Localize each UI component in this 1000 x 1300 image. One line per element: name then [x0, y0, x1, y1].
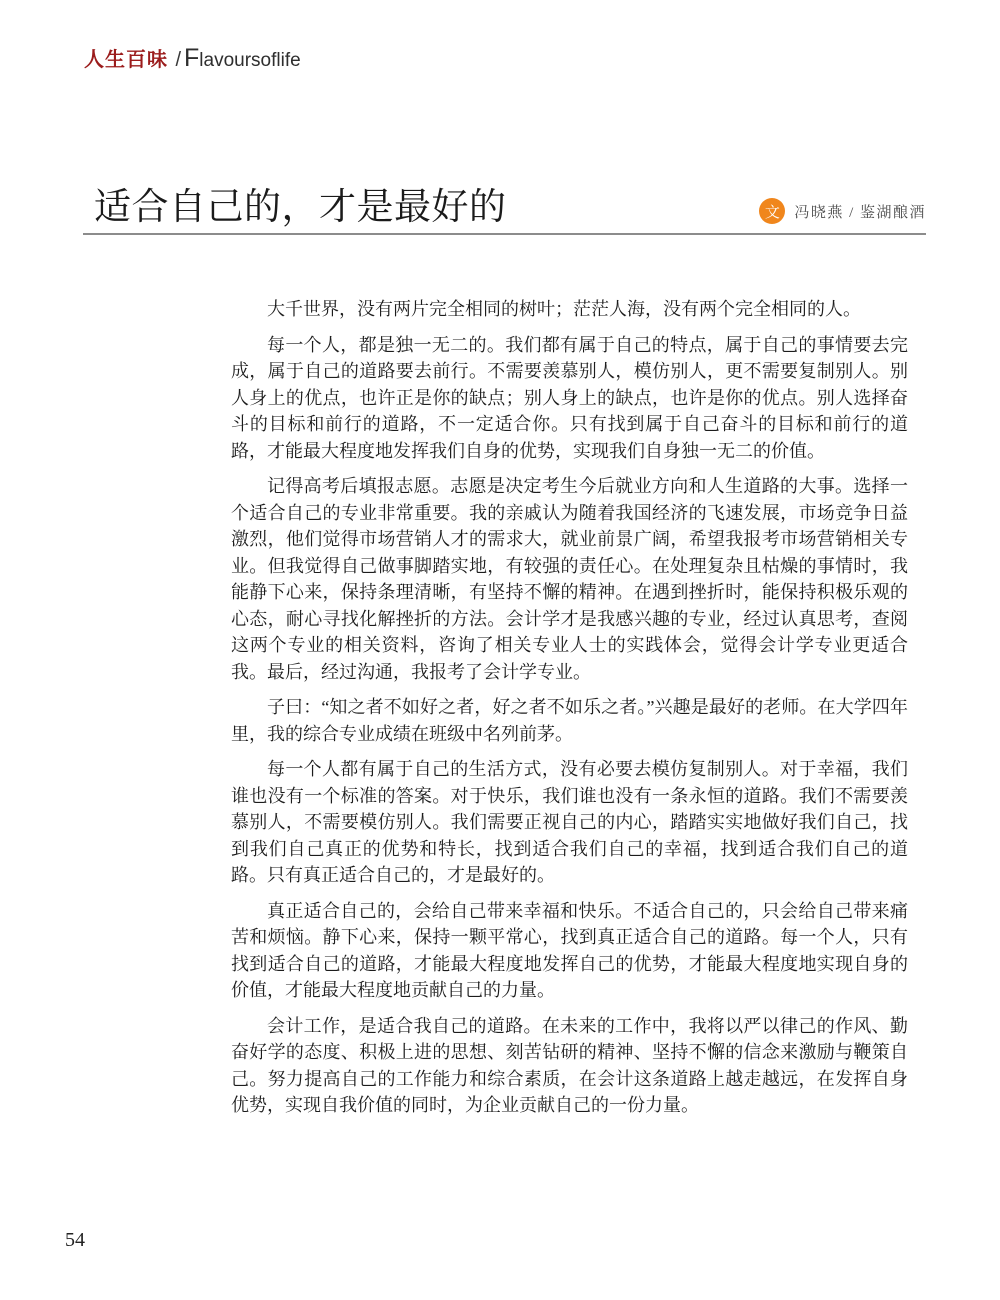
article-title: 适合自己的，才是最好的: [94, 186, 507, 227]
section-header: [84, 44, 301, 76]
article-paragraph: 记得高考后填报志愿。志愿是决定考生今后就业方向和人生道路的大事。选择一个适合自己的专业非常重要。我的亲戚认为随着我国经济的飞速发展，市场竞争日益激烈，他们觉得市场营销人才的需求大，就业前景广阔，希望我报考市场营销相关专业。但我觉得自己做事脚踏实地，有较强的责任心。在处理复杂且枯燥的事情时，我能静下心来，保持条理清晰，有坚持不懈的精神。在遇到挫折时，能保持积极乐观的心态，耐心寻找化解挫折的方法。会计学才是我感兴趣的专业，经过认真思考，查阅这两个专业的相关资料，咨询了相关专业人士的实践体会，觉得会计学专业更适合我。最后，经过沟通，我报考了会计学专业。: [231, 476, 908, 682]
article-paragraph: 真正适合自己的，会给自己带来幸福和快乐。不适合自己的，只会给自己带来痛苦和烦恼。静下心来，保持一颗平常心，找到真正适合自己的道路。每一个人，只有找到适合自己的道路，才能最大程度地发挥自己的优势，才能最大程度地实现自身的价值，才能最大程度地贡献自己的力量。: [231, 900, 908, 1000]
section-title-english-initial: F: [184, 44, 200, 72]
byline: [759, 198, 926, 224]
author-wen-badge-icon: 文: [759, 198, 785, 224]
section-slash: /: [175, 49, 182, 71]
article-paragraph: 每一个人都有属于自己的生活方式，没有必要去模仿复制别人。对于幸福，我们谁也没有一个标准的答案。对于快乐，我们谁也没有一条永恒的道路。我们不需要羡慕别人，不需要模仿别人。我们需要正视自己的内心，踏踏实实地做好我们自己，找到我们自己真正的优势和特长，找到适合我们自己的幸福，找到适合我们自己的道路。只有真正适合自己的，才是最好的。: [231, 759, 908, 885]
article-paragraph: 每一个人，都是独一无二的。我们都有属于自己的特点，属于自己的事情要去完成，属于自己的道路要去前行。不需要羡慕别人，模仿别人，更不需要复制别人。别人身上的优点，也许正是你的缺点；别人身上的缺点，也许是你的优点。别人选择奋斗的目标和前行的道路，不一定适合你。只有找到属于自己奋斗的目标和前行的道路，才能最大程度地发挥我们自身的优势，实现我们自身独一无二的价值。: [231, 334, 908, 461]
article-body: [231, 296, 908, 1128]
section-title-english: lavoursoflife: [199, 50, 301, 71]
page-number: 54: [65, 1229, 85, 1251]
article-paragraph: 会计工作，是适合我自己的道路。在未来的工作中，我将以严以律己的作风、勤奋好学的态度、积极上进的思想、刻苦钻研的精神、坚持不懈的信念来激励与鞭策自己。努力提高自己的工作能力和综合素质，在会计这条道路上越走越远，在发挥自身优势，实现自我价值的同时，为企业贡献自己的一份力量。: [231, 1015, 908, 1115]
article-paragraph: 大千世界，没有两片完全相同的树叶；茫茫人海，没有两个完全相同的人。: [267, 299, 861, 319]
header-divider: [83, 233, 926, 235]
article-paragraph: 子曰：“知之者不如好之者，好之者不如乐之者。”兴趣是最好的老师。在大学四年里，我的综合专业成绩在班级中名列前茅。: [231, 697, 908, 744]
author-name: 冯晓燕 / 鉴湖酿酒: [794, 204, 926, 221]
section-title-chinese: 人生百味: [84, 49, 168, 71]
